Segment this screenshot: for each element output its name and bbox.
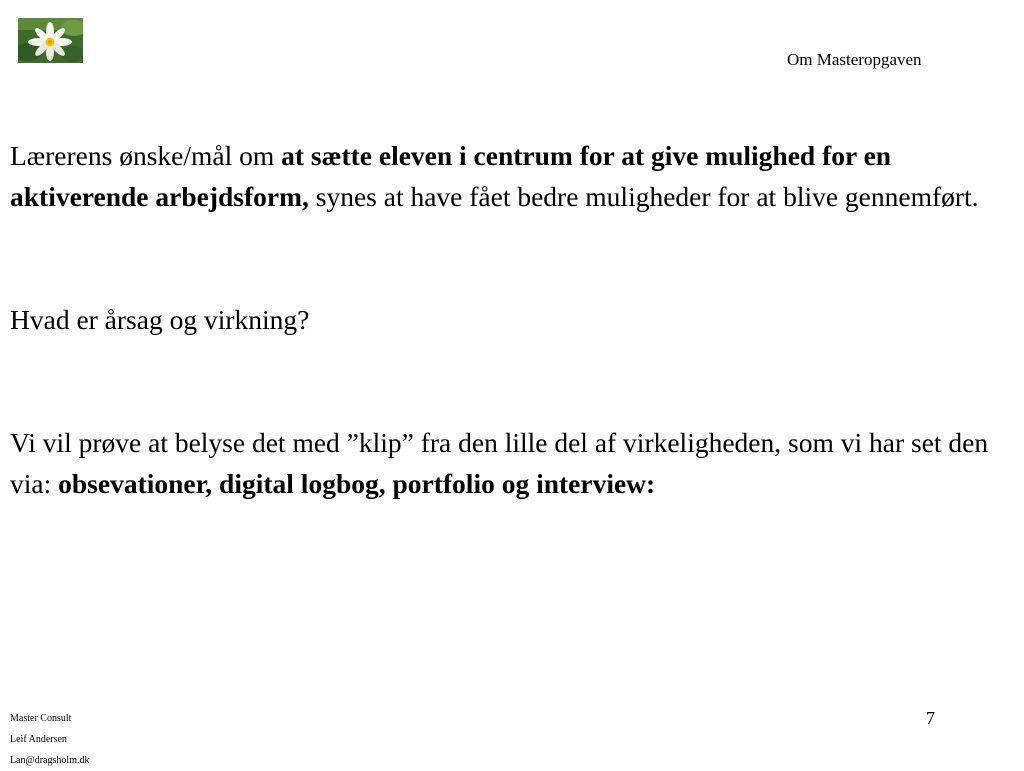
paragraph-goal-intro: Lærerens ønske/mål om bbox=[10, 140, 282, 171]
paragraph-goal bbox=[10, 135, 1020, 217]
paragraph-method bbox=[10, 422, 1020, 504]
paragraph-method-emphasis: obsevationer, digital logbog, portfolio og interview: bbox=[58, 468, 656, 499]
paragraph-method-intro: Vi vil prøve at belyse det med ”klip” fra den lille del af virkeligheden, som vi har set den via: bbox=[10, 427, 989, 499]
water-lily-icon bbox=[18, 18, 83, 63]
footer-author: Leif Andersen bbox=[10, 734, 67, 745]
slide-header-title: Om Masteropgaven bbox=[787, 50, 922, 69]
paragraph-question: Hvad er årsag og virkning? bbox=[10, 304, 310, 335]
footer-email: Lan@dragsholm.dk bbox=[10, 755, 90, 766]
footer-company: Master Consult bbox=[10, 713, 72, 724]
footer-contact bbox=[10, 708, 89, 771]
paragraph-goal-emphasis: at sætte eleven i centrum for at give mulighed for en aktiverende arbejdsform, bbox=[10, 140, 892, 212]
page-number: 7 bbox=[926, 708, 935, 728]
paragraph-goal-conclusion: synes at have fået bedre muligheder for at blive gennemført. bbox=[308, 181, 979, 212]
